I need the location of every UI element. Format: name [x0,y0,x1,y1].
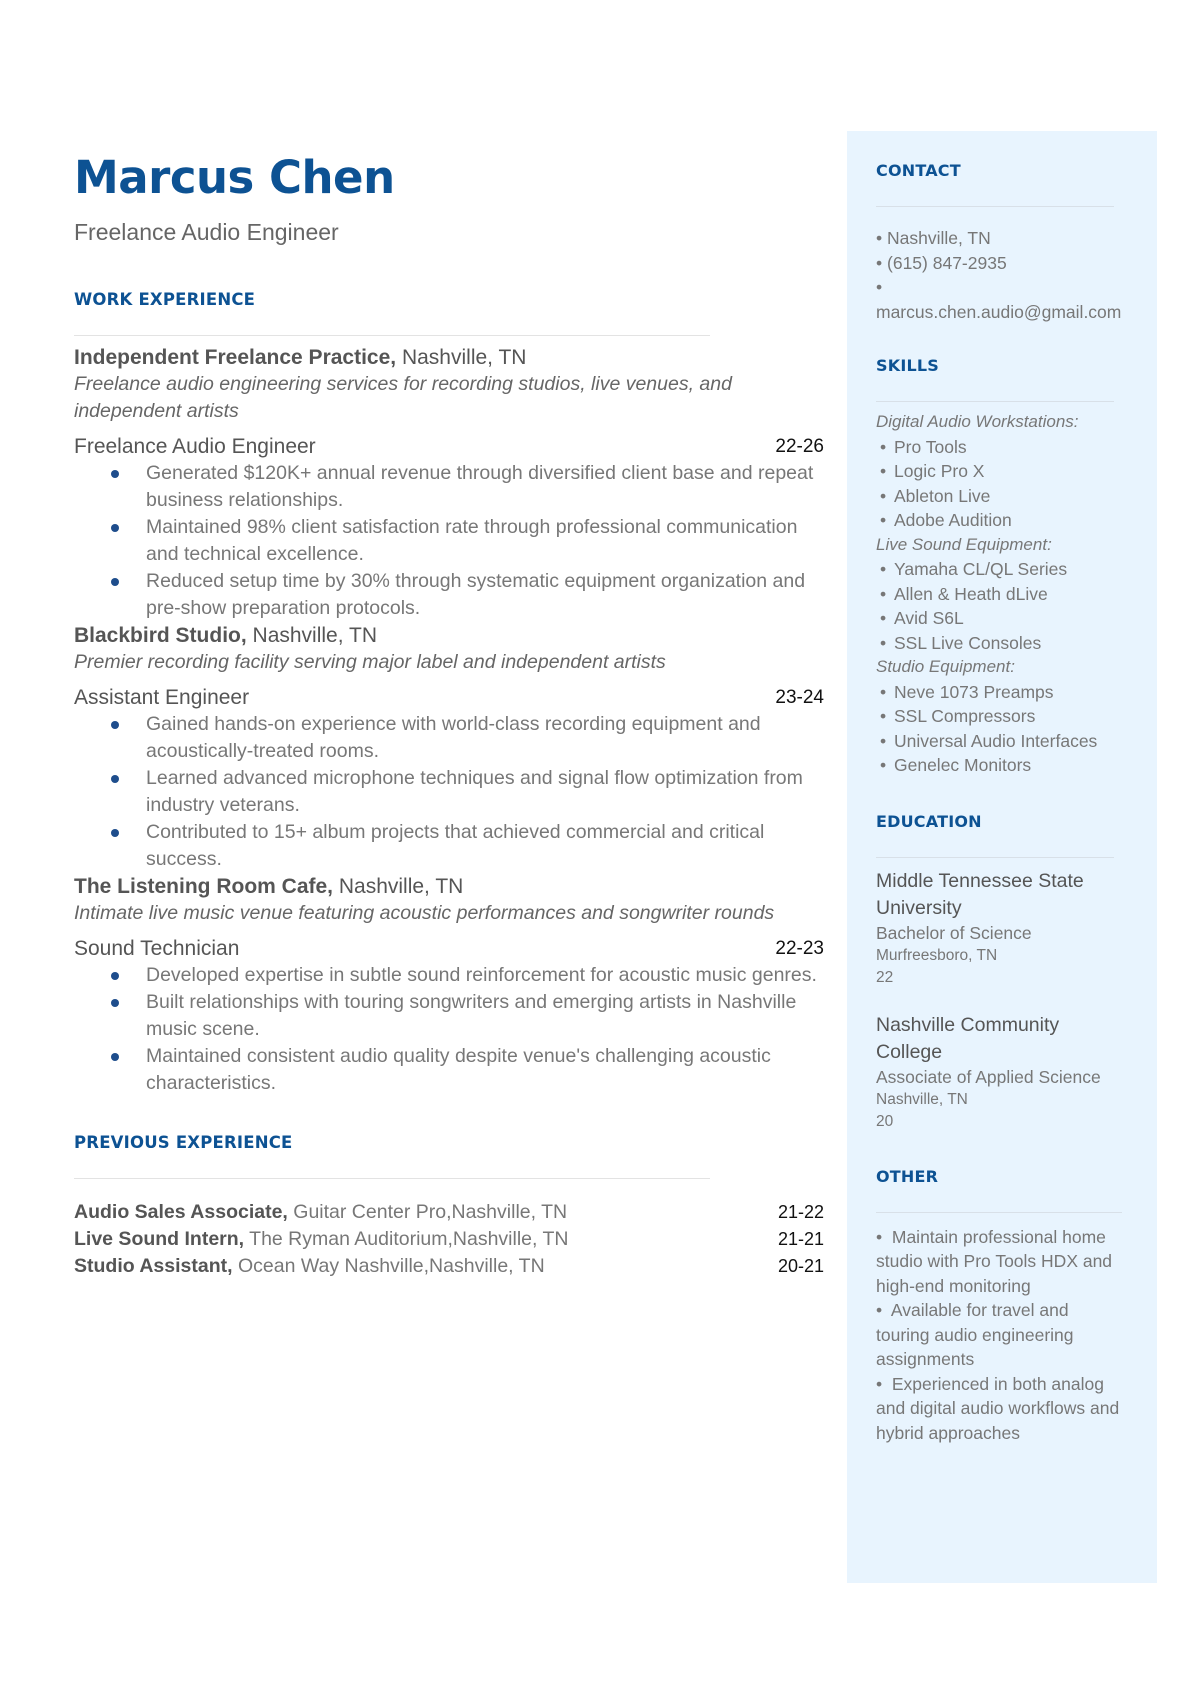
role-dates: 22-23 [775,938,824,959]
degree: Bachelor of Science [876,922,1032,943]
achievement-text: Developed expertise in subtle sound reinforcement for acoustic music genres. [146,964,817,986]
work-experience-heading: WORK EXPERIENCE [74,290,256,309]
previous-role: Audio Sales Associate, [74,1201,288,1223]
other-heading: OTHER [876,1166,939,1186]
bullet-icon: • [880,485,887,506]
skill-text: Pro Tools [894,436,967,457]
other-item [876,1372,1126,1446]
school-name: Middle Tennessee State University [876,869,1084,919]
other-item [876,1225,1126,1299]
company-description: Premier recording facility serving major label and independent artists [74,651,666,673]
skill-item [876,459,1126,484]
candidate-title: Freelance Audio Engineer [74,219,339,245]
school-location: Nashville, TN [876,1090,968,1108]
education-entry [876,868,1126,989]
previous-dates: 21-21 [777,1229,824,1249]
achievement-item [74,568,824,622]
skills-list [876,410,1126,778]
work-entry [74,622,824,873]
other-text: Maintain professional home studio with Pro Tools HDX and high-end monitoring [876,1226,1113,1296]
candidate-name: Marcus Chen [74,151,395,204]
skill-category: Digital Audio Workstations: [876,412,1079,431]
previous-experience-row [74,1226,824,1253]
skill-category: Studio Equipment: [876,657,1015,676]
previous-experience-row [74,1253,824,1280]
bullet-icon: • [880,730,887,751]
bullet-icon: • [880,583,887,604]
skills-heading: SKILLS [876,356,939,375]
bullet-icon: • [880,706,887,726]
company-description: Intimate live music venue featuring acoustic performances and songwriter rounds [74,902,775,924]
company-location: Nashville, TN [246,624,378,647]
bullet-dot-icon [111,775,119,783]
achievement-text: Built relationships with touring songwriters and emerging artists in Nashville music scene. [146,991,797,1040]
previous-place: The Ryman Auditorium,Nashville, TN [244,1228,569,1250]
achievement-text: Maintained 98% client satisfaction rate through professional communication and technical excellence. [146,516,798,565]
achievement-text: Contributed to 15+ album projects that achieved commercial and critical success. [146,821,765,870]
bullet-dot-icon [111,524,119,532]
achievement-item [74,711,824,765]
bullet-dot-icon [111,1053,119,1061]
skill-item [876,729,1126,754]
bullet-icon: • [880,510,887,530]
company-description: Freelance audio engineering services for recording studios, live venues, and independent artists [74,373,732,422]
role-dates: 23-24 [775,687,824,708]
skill-text: Logic Pro X [894,461,985,481]
other-text: Available for travel and touring audio engineering assignments [876,1300,1074,1369]
bullet-icon: • [880,608,887,628]
bullet-dot-icon [111,470,119,478]
role-row [74,433,824,460]
skill-text: Yamaha CL/QL Series [894,559,1068,579]
achievement-list [74,460,824,622]
previous-place: Guitar Center Pro,Nashville, TN [287,1201,568,1223]
graduation-year: 20 [876,1112,894,1130]
previous-dates: 21-22 [777,1202,824,1222]
previous-role: Studio Assistant, [74,1255,233,1277]
contact-phone [876,251,1126,276]
skill-item [876,484,1126,509]
skill-text: Allen & Heath dLive [894,583,1048,604]
school-location: Murfreesboro, TN [876,946,998,964]
company-location: Nashville, TN [396,346,527,369]
other-item [876,1298,1126,1372]
bullet-icon: • [880,681,887,702]
bullet-icon: • [876,277,883,297]
skill-item [876,631,1126,656]
bullet-icon: • [880,632,887,653]
skill-text: Universal Audio Interfaces [894,730,1098,751]
contact-location-text: Nashville, TN [887,228,991,248]
bullet-dot-icon [111,972,119,980]
role-row [74,935,824,962]
work-entry-company-line [74,873,824,900]
phone-link[interactable]: (615) 847-2935 [887,252,1007,273]
bullet-icon: • [876,252,883,273]
bullet-icon: • [876,1373,883,1394]
achievement-list [74,711,824,873]
bullet-icon: • [876,228,883,248]
achievement-item [74,1043,824,1097]
bullet-icon: • [876,1300,883,1320]
section-divider [74,1178,710,1179]
skill-item [876,557,1126,582]
work-entry [74,344,824,622]
company-name: Independent Freelance Practice, [74,346,397,369]
bullet-dot-icon [111,721,119,729]
achievement-item [74,460,824,514]
work-entry-company-line [74,622,824,649]
previous-place: Ocean Way Nashville,Nashville, TN [232,1255,545,1277]
skill-text: Genelec Monitors [894,755,1032,775]
email-link[interactable]: marcus.chen.audio@gmail.com [876,301,1122,322]
company-name: Blackbird Studio, [74,624,247,647]
bullet-dot-icon [111,999,119,1007]
skill-item [876,680,1126,705]
bullet-icon: • [876,1226,883,1247]
achievement-text: Maintained consistent audio quality despite venue's challenging acoustic characteristics. [146,1045,771,1094]
achievement-list [74,962,824,1097]
contact-list [876,226,1126,324]
bullet-icon: • [880,461,887,481]
bullet-dot-icon [111,578,119,586]
achievement-item [74,765,824,819]
achievement-text: Gained hands-on experience with world-class recording equipment and acoustically-treated rooms. [146,713,761,762]
bullet-dot-icon [111,829,119,837]
skill-item [876,508,1126,533]
education-heading: EDUCATION [876,811,982,831]
other-list [876,1225,1126,1446]
achievement-item [74,962,824,989]
role-dates: 22-26 [775,436,824,457]
contact-heading: CONTACT [876,161,961,180]
skill-text: Adobe Audition [894,510,1012,530]
bullet-icon: • [880,559,887,579]
achievement-text: Learned advanced microphone techniques and signal flow optimization from industry veterans. [146,767,803,816]
previous-experience-list [74,1199,824,1280]
skill-item [876,753,1126,778]
skill-category: Live Sound Equipment: [876,534,1052,554]
previous-dates: 20-21 [777,1256,824,1276]
skill-text: Avid S6L [894,608,964,628]
section-divider [876,401,1114,402]
school-name: Nashville Community College [876,1013,1060,1063]
role-title: Sound Technician [74,937,240,960]
main-column [74,150,824,1280]
contact-email [876,275,1126,324]
bullet-icon: • [880,755,887,775]
company-name: The Listening Room Cafe, [74,875,334,898]
skill-item [876,606,1126,631]
role-title: Freelance Audio Engineer [74,435,316,458]
other-text: Experienced in both analog and digital audio workflows and hybrid approaches [876,1373,1120,1443]
skill-text: Ableton Live [894,485,991,506]
role-row [74,684,824,711]
education-entry [876,1012,1126,1133]
section-divider [876,206,1114,207]
skill-item [876,582,1126,607]
skill-text: Neve 1073 Preamps [894,681,1054,702]
skill-item [876,704,1126,729]
section-divider [876,1212,1122,1213]
achievement-item [74,989,824,1043]
education-list [876,868,1126,1133]
degree: Associate of Applied Science [876,1066,1101,1087]
bullet-icon: • [880,436,887,457]
work-entry [74,873,824,1097]
skill-text: SSL Compressors [894,706,1036,726]
achievement-item [74,819,824,873]
skill-text: SSL Live Consoles [894,632,1042,653]
section-divider [876,857,1114,858]
previous-experience-row [74,1199,824,1226]
graduation-year: 22 [876,968,894,986]
role-title: Assistant Engineer [74,686,250,709]
company-location: Nashville, TN [333,875,464,898]
previous-role: Live Sound Intern, [74,1228,245,1250]
previous-experience-heading: PREVIOUS EXPERIENCE [74,1133,293,1152]
achievement-text: Generated $120K+ annual revenue through diversified client base and repeat business relationships. [146,462,814,511]
work-entry-company-line [74,344,824,371]
section-divider [74,335,710,336]
achievement-text: Reduced setup time by 30% through systematic equipment organization and pre-show preparation protocols. [146,570,806,619]
sidebar [847,131,1157,1583]
skill-item [876,435,1126,460]
achievement-item [74,514,824,568]
contact-location [876,226,1126,251]
